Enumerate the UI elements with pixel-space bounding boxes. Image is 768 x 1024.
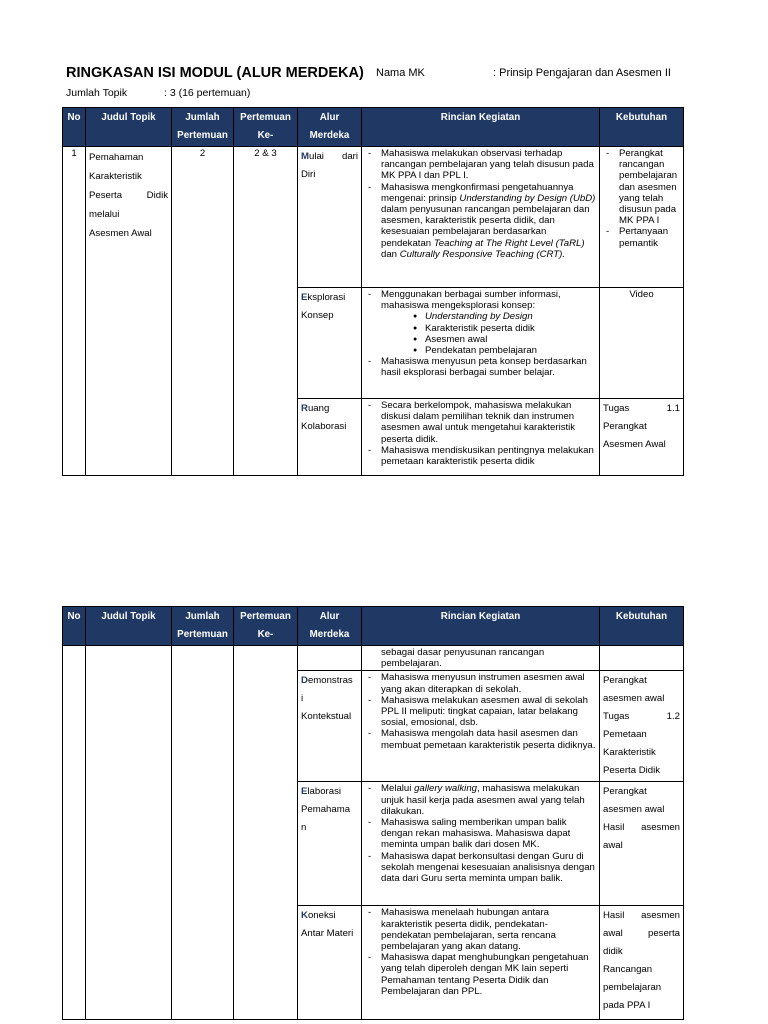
row-no: 1	[63, 147, 86, 476]
kebutuhan-demonstrasi: Perangkat asesmen awal Tugas 1.2 Pemetaan Karakteristik Peserta Didik	[600, 671, 684, 782]
row-jumlah	[172, 646, 234, 1020]
kebutuhan-cont	[600, 646, 684, 671]
rincian-demonstrasi: - Mahasiswa menyusun instrumen asesmen awal yang akan diterapkan di sekolah. - Mahasiswa melakukan asesmen awal di sekolah PPL II meliputi: tingkat capaian, latar belakang sosial, emosional, dsb. - Mahasiswa mengolah data hasil asesmen dan membuat pemetaan karakteristik peserta didiknya.	[362, 671, 600, 782]
page-title: RINGKASAN ISI MODUL (ALUR MERDEKA)	[66, 65, 364, 81]
col-jumlah: Jumlah Pertemuan	[172, 607, 234, 646]
col-alur: Alur Merdeka	[298, 108, 362, 147]
module-table-1	[62, 107, 684, 476]
kebutuhan-ruang: Tugas 1.1 Perangkat Asesmen Awal	[600, 399, 684, 476]
alur-mulai-dari-diri: Mulai dari Diri	[298, 147, 362, 288]
alur-demonstrasi-kontekstual: Demonstras i Kontekstual	[298, 671, 362, 782]
mk-label: Nama MK	[376, 67, 425, 79]
row-judul: Pemahaman Karakteristik Peserta Didik melalui Asesmen Awal	[86, 147, 172, 476]
kebutuhan-mulai: - Perangkat rancangan pembelajaran dan asesmen yang telah disusun pada MK PPA I - Pertanyaan pemantik	[600, 147, 684, 288]
row-pertemuan: 2 & 3	[234, 147, 298, 476]
row-jumlah: 2	[172, 147, 234, 476]
row-judul	[86, 646, 172, 1020]
table-header-row	[63, 108, 684, 147]
rincian-koneksi: - Mahasiswa menelaah hubungan antara karakteristik peserta didik, pendekatan-pendekatan pembelajaran, serta rencana pembelajaran yang akan datang. - Mahasiswa dapat menghubungkan pengetahuan yang telah diperoleh dengan MK lain seperti Pemahaman tentang Peserta Didik dan Pembelajaran dan PPL.	[362, 906, 600, 1020]
kebutuhan-koneksi: Hasil asesmen awal peserta didik Rancangan pembelajaran pada PPA I	[600, 906, 684, 1020]
kebutuhan-elaborasi: Perangkat asesmen awal Hasil asesmen awal	[600, 782, 684, 906]
alur-cont	[298, 646, 362, 671]
col-jumlah: Jumlah Pertemuan	[172, 108, 234, 147]
alur-ruang-kolaborasi: Ruang Kolaborasi	[298, 399, 362, 476]
col-rincian: Rincian Kegiatan	[362, 108, 600, 147]
module-table-2	[62, 606, 684, 1020]
mk-value: : Prinsip Pengajaran dan Asesmen II	[493, 67, 671, 79]
col-kebutuhan: Kebutuhan	[600, 108, 684, 147]
col-rincian: Rincian Kegiatan	[362, 607, 600, 646]
alur-koneksi-antar-materi: Koneksi Antar Materi	[298, 906, 362, 1020]
col-kebutuhan: Kebutuhan	[600, 607, 684, 646]
row-no	[63, 646, 86, 1020]
topik-value: : 3 (16 pertemuan)	[164, 87, 251, 99]
table-row	[63, 147, 684, 288]
alur-eksplorasi-konsep: Eksplorasi Konsep	[298, 288, 362, 399]
col-judul: Judul Topik	[86, 108, 172, 147]
kebutuhan-eksplorasi: Video	[600, 288, 684, 399]
row-pertemuan	[234, 646, 298, 1020]
rincian-eksplorasi: - Menggunakan berbagai sumber informasi, mahasiswa mengeksplorasi konsep: ● Understanding by Design ● Karakteristik peserta didik ● Asesmen awal ● Pendekatan pembelajaran - Mahasiswa menyusun peta konsep berdasarkan hasil eksplorasi berbagai sumber belajar.	[362, 288, 600, 399]
col-judul: Judul Topik	[86, 607, 172, 646]
col-no: No	[63, 108, 86, 147]
table-row	[63, 646, 684, 671]
table-header-row	[63, 607, 684, 646]
rincian-cont: sebagai dasar penyusunan rancangan pembelajaran.	[362, 646, 600, 671]
col-pertemuan: Pertemuan Ke-	[234, 108, 298, 147]
topik-label: Jumlah Topik	[66, 87, 128, 99]
rincian-elaborasi: - Melalui gallery walking, mahasiswa melakukan unjuk hasil kerja pada asesmen awal yang telah dilakukan. - Mahasiswa saling memberikan umpan balik dengan rekan mahasiswa. Mahasiswa dapat meminta umpan balik dari dosen MK. - Mahasiswa dapat berkonsultasi dengan Guru di sekolah mengenai kesesuaian analisisnya dengan data dari Guru serta meminta umpan balik.	[362, 782, 600, 906]
col-alur: Alur Merdeka	[298, 607, 362, 646]
rincian-mulai: - Mahasiswa melakukan observasi terhadap rancangan pembelajaran yang telah disusun pada MK PPA I dan PPL I. - Mahasiswa mengkonfirmasi pengetahuannya mengenai: prinsip Understanding by Design (UbD) dalam penyusunan rancangan pembelajaran dan asesmen, karakteristik peserta didik, dan kesesuaian pembelajaran berdasarkan pendekatan Teaching at The Right Level (TaRL) dan Culturally Responsive Teaching (CRT).	[362, 147, 600, 288]
col-pertemuan: Pertemuan Ke-	[234, 607, 298, 646]
rincian-ruang: - Secara berkelompok, mahasiswa melakukan diskusi dalam pemilihan teknik dan instrumen asesmen awal untuk mengetahui karakteristik peserta didik. - Mahasiswa mendiskusikan pentingnya melakukan pemetaan karakteristik peserta didik	[362, 399, 600, 476]
alur-elaborasi-pemahaman: Elaborasi Pemahama n	[298, 782, 362, 906]
col-no: No	[63, 607, 86, 646]
